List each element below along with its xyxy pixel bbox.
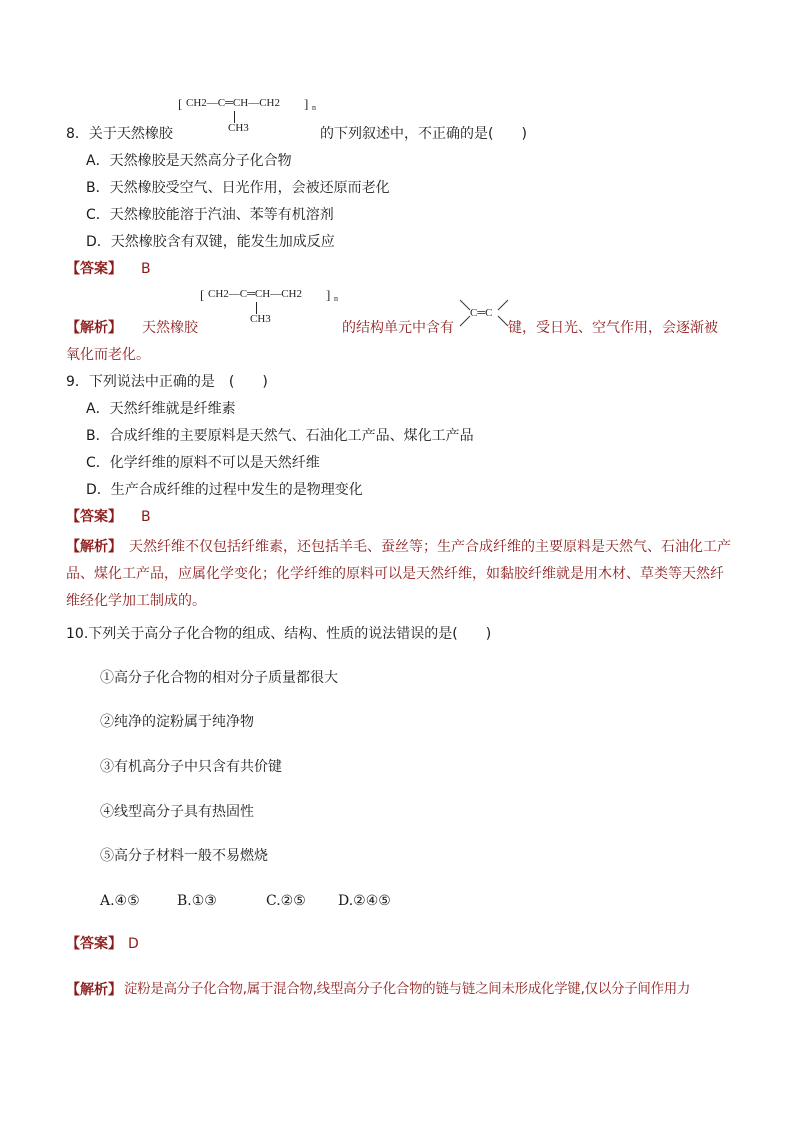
- q8-option-b: B．天然橡胶受空气、日光作用，会被还原而老化: [86, 180, 390, 196]
- q8-analysis-label: 【解析】: [66, 320, 122, 336]
- q8-stem-prefix: 8．关于天然橡胶: [66, 126, 173, 142]
- q8-stem-suffix: 的下列叙述中，不正确的是( ): [320, 126, 527, 142]
- q8-analysis-prefix: 天然橡胶: [142, 320, 198, 336]
- q9-option-d: D．生产合成纤维的过程中发生的是物理变化: [86, 482, 363, 498]
- q8-option-c: C．天然橡胶能溶于汽油、苯等有机溶剂: [86, 207, 334, 223]
- q8-rubber-formula: [178, 94, 328, 138]
- q9-answer-value: B: [141, 509, 151, 525]
- q10-analysis-label: 【解析】: [66, 982, 122, 998]
- q10-statement-4: ④线型高分子具有热固性: [100, 804, 254, 820]
- double-bond-text: C═C: [470, 307, 493, 319]
- q8-answer-label: 【答案】: [66, 261, 122, 277]
- q9-stem: 9．下列说法中正确的是 ( ): [66, 374, 268, 390]
- q8-answer-value: B: [141, 261, 151, 277]
- formula-bracket-left: [: [178, 96, 183, 111]
- double-bond-diagram: [456, 296, 512, 336]
- q10-choice-c: C.②⑤: [266, 893, 306, 909]
- q8-option-d: D．天然橡胶含有双键，能发生加成反应: [86, 234, 335, 250]
- q10-answer-value: D: [128, 936, 139, 952]
- formula-bracket-right: ]: [326, 287, 331, 302]
- formula-subscript-n: n: [334, 294, 338, 303]
- q8-analysis-suffix: 键，受日光、空气作用，会逐渐被: [508, 320, 718, 336]
- formula-main-chain: CH2—C═CH—CH2: [208, 288, 302, 300]
- q10-choice-a: A.④⑤: [100, 893, 140, 909]
- formula-subscript-n: n: [312, 103, 316, 112]
- q9-analysis-text: 天然纤维不仅包括纤维素，还包括羊毛、蚕丝等；生产合成纤维的主要原料是天然气、石油化工产品、煤化工产品，应属化学变化；化学纤维的原料可以是天然纤维，如黏胶纤维就是用木材、草类等天然纤维经化学加工制成的。: [66, 539, 731, 609]
- q9-analysis-label: 【解析】: [66, 539, 115, 555]
- formula-main-chain: CH2—C═CH—CH2: [186, 97, 280, 109]
- q9-answer-label: 【答案】: [66, 509, 122, 525]
- q8-analysis-middle: 的结构单元中含有: [342, 320, 454, 336]
- formula-bracket-left: [: [200, 287, 205, 302]
- q10-analysis-text: 淀粉是高分子化合物,属于混合物,线型高分子化合物的链与链之间未形成化学键,仅以分子间作用力: [124, 982, 691, 997]
- q10-statement-1: ①高分子化合物的相对分子质量都很大: [100, 670, 338, 686]
- q8-analysis-line2: 氧化而老化。: [66, 347, 150, 363]
- q10-stem: 10.下列关于高分子化合物的组成、结构、性质的说法错误的是( ): [66, 626, 492, 642]
- q10-choice-d: D.②④⑤: [338, 893, 391, 909]
- q10-answer-label: 【答案】: [66, 936, 122, 952]
- q10-choice-b: B.①③: [177, 893, 217, 909]
- q9-analysis: [66, 534, 732, 615]
- q9-option-b: B．合成纤维的主要原料是天然气、石油化工产品、煤化工产品: [86, 428, 474, 444]
- formula-bracket-right: ]: [304, 96, 309, 111]
- q9-option-a: A．天然纤维就是纤维素: [86, 401, 236, 417]
- q8-analysis-formula: [200, 285, 350, 329]
- q9-option-c: C．化学纤维的原料不可以是天然纤维: [86, 455, 320, 471]
- q10-statement-5: ⑤高分子材料一般不易燃烧: [100, 848, 268, 864]
- q8-option-a: A．天然橡胶是天然高分子化合物: [86, 153, 292, 169]
- formula-branch-methyl: CH3: [228, 122, 249, 134]
- q10-statement-2: ②纯净的淀粉属于纯净物: [100, 714, 254, 730]
- q9-analysis-spacer: [115, 539, 129, 555]
- formula-branch-methyl: CH3: [250, 313, 271, 325]
- q10-statement-3: ③有机高分子中只含有共价键: [100, 759, 282, 775]
